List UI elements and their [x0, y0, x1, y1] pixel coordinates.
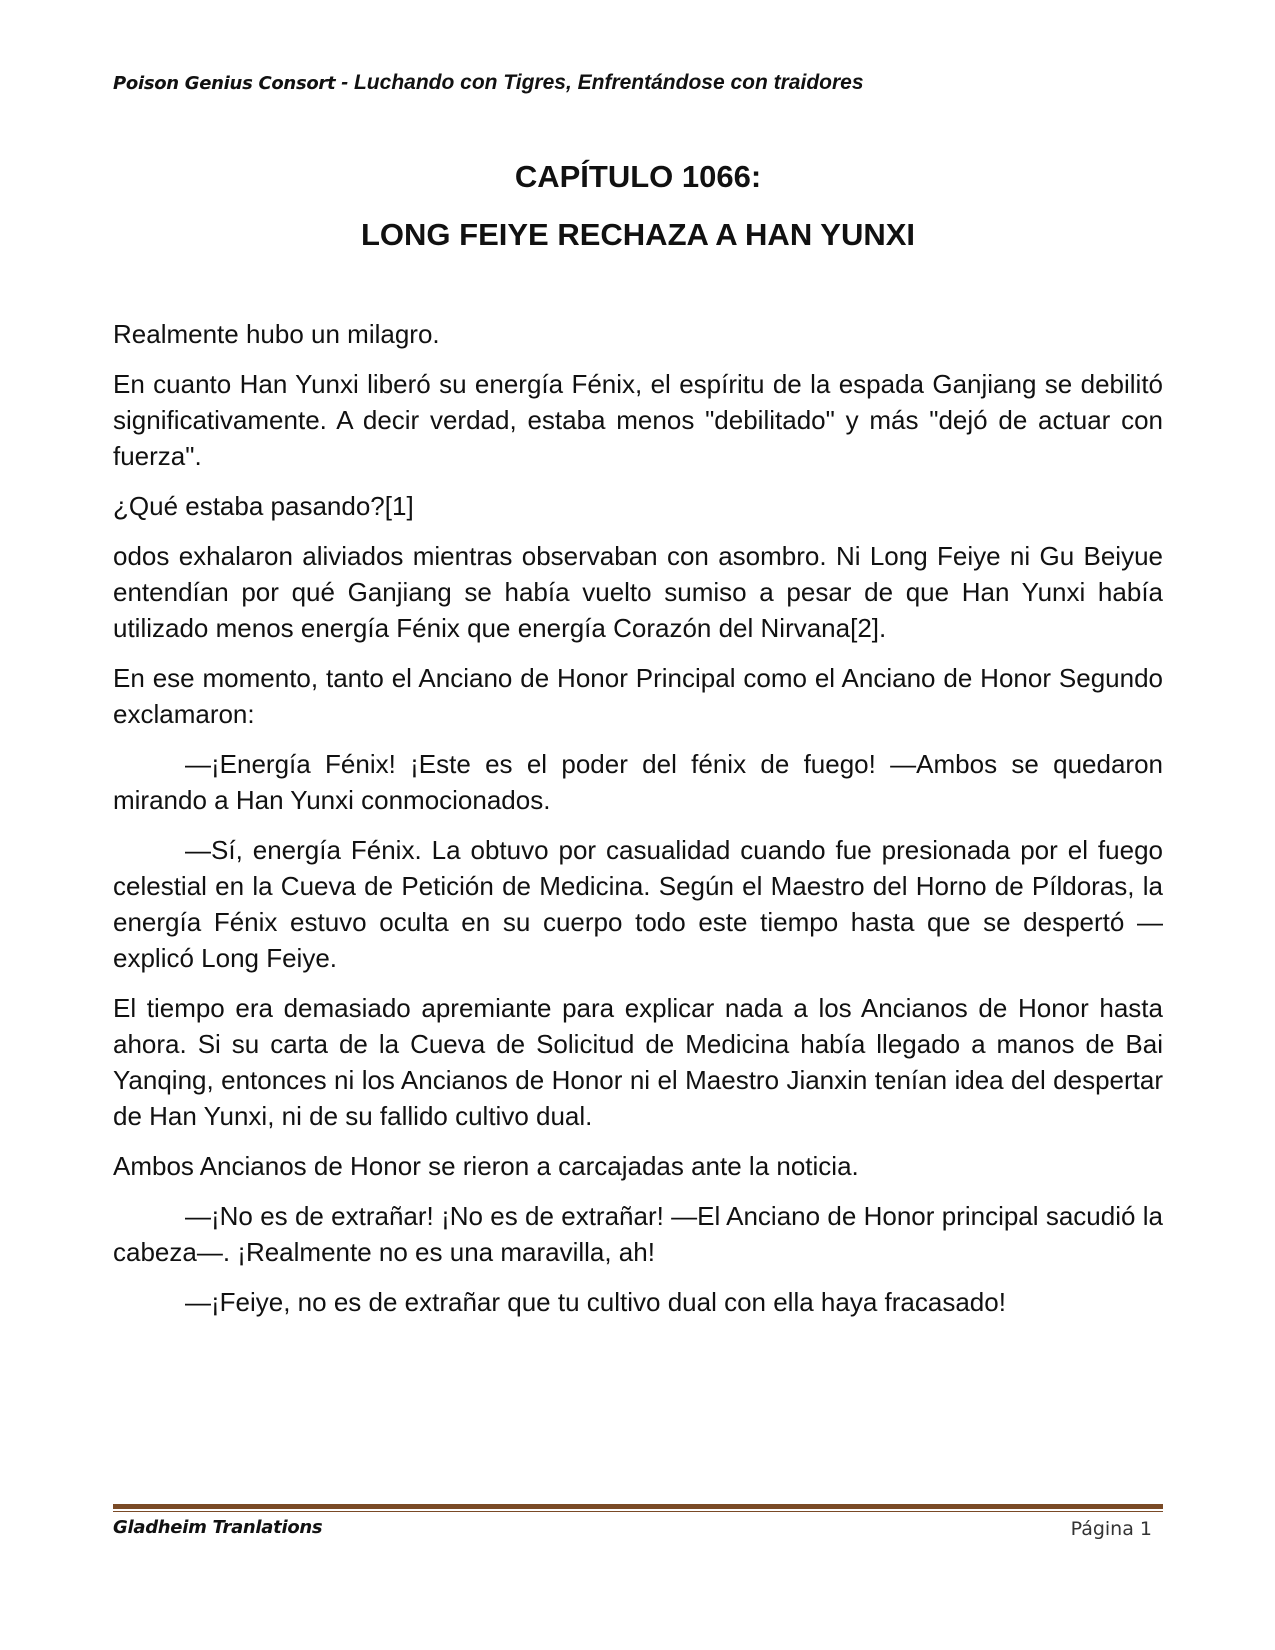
running-header — [113, 71, 1163, 95]
arc-title: Luchando con Tigres, Enfrentándose con traidores — [353, 71, 864, 94]
footer-divider — [113, 1504, 1163, 1509]
chapter-number: CAPÍTULO 1066: — [514, 159, 762, 194]
dialogue-paragraph: —¡Energía Fénix! ¡Este es el poder del fénix de fuego! —Ambos se quedaron mirando a Han Yunxi conmocionados. — [113, 749, 1163, 815]
dialogue-paragraph: —¡Feiye, no es de extrañar que tu cultivo dual con ella haya fracasado! — [185, 1287, 1006, 1317]
paragraph: ¿Qué estaba pasando?[1] — [113, 491, 414, 521]
publisher-name: Gladheim Tranlations — [113, 1517, 323, 1538]
header-separator: - — [335, 71, 354, 94]
paragraph: El tiempo era demasiado apremiante para explicar nada a los Ancianos de Honor hasta ahora. Si su carta de la Cueva de Solicitud de Medicina había llegado a manos de Bai Yanqing, entonces ni los Ancianos de Honor ni el Maestro Jianxin tenían idea del despertar de Han Yunxi, ni de su fallido cultivo dual. — [113, 993, 1163, 1131]
chapter-title: LONG FEIYE RECHAZA A HAN YUNXI — [360, 217, 916, 252]
footer-divider-thin — [113, 1511, 1163, 1512]
paragraph: Realmente hubo un milagro. — [113, 319, 440, 349]
chapter-body — [113, 316, 1163, 1334]
paragraph: En ese momento, tanto el Anciano de Honor Principal como el Anciano de Honor Segundo exclamaron: — [113, 663, 1163, 729]
page-number: Página 1 — [1070, 1518, 1152, 1540]
paragraph: Ambos Ancianos de Honor se rieron a carcajadas ante la noticia. — [113, 1151, 859, 1181]
dialogue-paragraph: —¡No es de extrañar! ¡No es de extrañar! —El Anciano de Honor principal sacudió la cabeza—. ¡Realmente no es una maravilla, ah! — [113, 1201, 1163, 1267]
paragraph: odos exhalaron aliviados mientras observaban con asombro. Ni Long Feiye ni Gu Beiyue entendían por qué Ganjiang se había vuelto sumiso a pesar de que Han Yunxi había utilizado menos energía Fénix que energía Corazón del Nirvana[2]. — [113, 541, 1163, 643]
chapter-heading — [113, 148, 1163, 264]
novel-title: Poison Genius Consort — [113, 73, 336, 94]
paragraph: En cuanto Han Yunxi liberó su energía Fénix, el espíritu de la espada Ganjiang se debilitó significativamente. A decir verdad, estaba menos "debilitado" y más "dejó de actuar con fuerza". — [113, 369, 1163, 471]
dialogue-paragraph: —Sí, energía Fénix. La obtuvo por casualidad cuando fue presionada por el fuego celestial en la Cueva de Petición de Medicina. Según el Maestro del Horno de Píldoras, la energía Fénix estuvo oculta en su cuerpo todo este tiempo hasta que se despertó —explicó Long Feiye. — [113, 835, 1163, 973]
